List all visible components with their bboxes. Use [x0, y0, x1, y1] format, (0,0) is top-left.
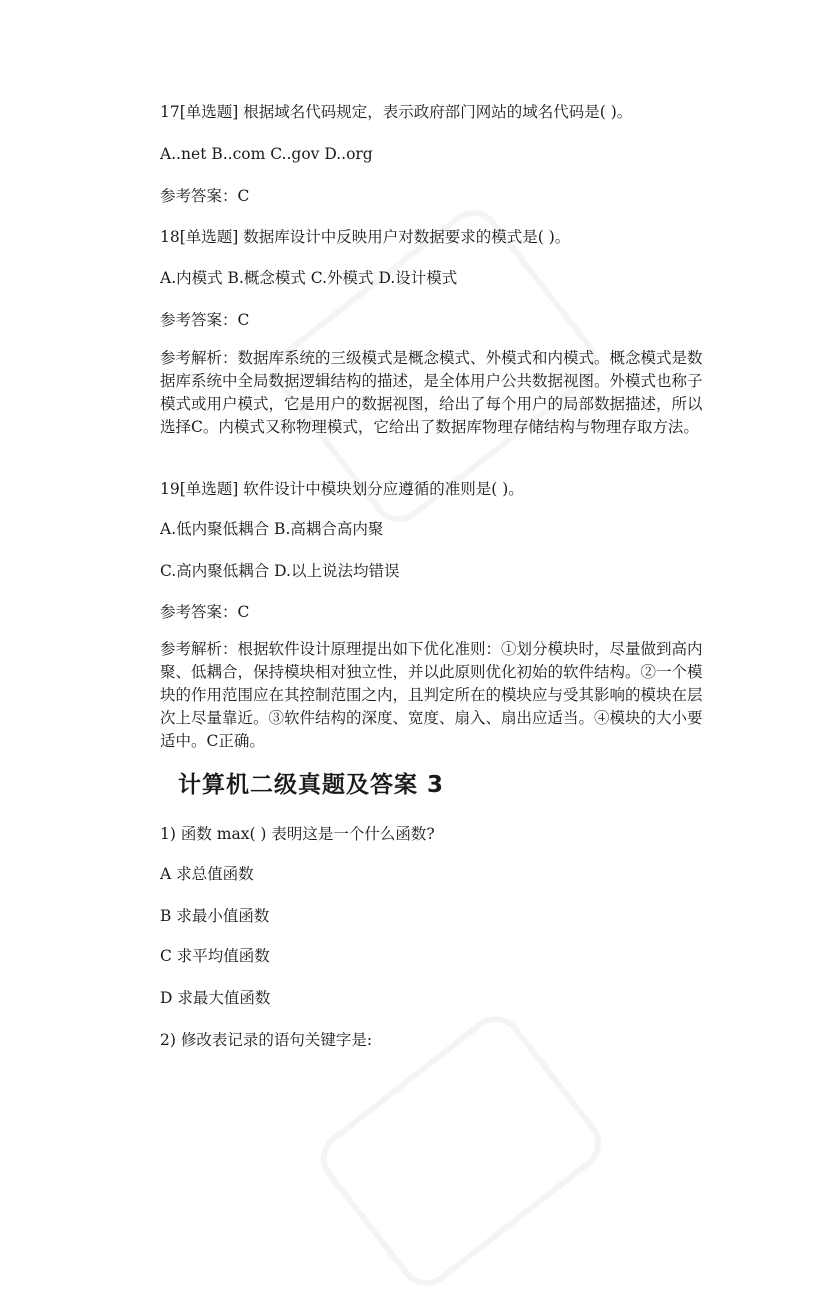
section3-question-1-option-c: C 求平均值函数: [160, 947, 270, 965]
question-17-answer: 参考答案：C: [160, 187, 250, 205]
section-heading: 计算机二级真题及答案 3: [178, 772, 445, 798]
section3-question-1: 1) 函数 max( ) 表明这是一个什么函数?: [160, 825, 435, 843]
section3-question-1-option-b: B 求最小值函数: [160, 907, 270, 925]
question-19-analysis: 参考解析：根据软件设计原理提出如下优化准则：①划分模块时，尽量做到高内聚、低耦合，保持模块相对独立性，并以此原则优化初始的软件结构。②一个模块的作用范围应在其控制范围之内，且判定所在的模块应与受其影响的模块在层次上尽量靠近。③软件结构的深度、宽度、扇入、扇出应适当。④模块的大小要适中。C正确。: [160, 640, 703, 750]
section3-question-1-option-a: A 求总值函数: [160, 865, 254, 883]
question-17-options: A..net B..com C..gov D..org: [160, 145, 373, 163]
question-19: 19[单选题] 软件设计中模块划分应遵循的准则是( )。: [160, 480, 524, 498]
question-18: 18[单选题] 数据库设计中反映用户对数据要求的模式是( )。: [160, 228, 571, 246]
section3-question-1-option-d: D 求最大值函数: [160, 989, 271, 1007]
question-19-options-1: A.低内聚低耦合 B.高耦合高内聚: [160, 520, 384, 538]
question-19-options-2: C.高内聚低耦合 D.以上说法均错误: [160, 562, 400, 580]
question-18-analysis: 参考解析：数据库系统的三级模式是概念模式、外模式和内模式。概念模式是数据库系统中全局数据逻辑结构的描述，是全体用户公共数据视图。外模式也称子模式或用户模式，它是用户的数据视图，给出了每个用户的局部数据描述，所以选择C。内模式又称物理模式，它给出了数据库物理存储结构与物理存取方法。: [160, 349, 703, 436]
section3-question-2: 2) 修改表记录的语句关键字是:: [160, 1031, 373, 1049]
question-18-answer: 参考答案：C: [160, 311, 250, 329]
question-17: 17[单选题] 根据域名代码规定，表示政府部门网站的域名代码是( )。: [160, 103, 633, 121]
question-18-options: A.内模式 B.概念模式 C.外模式 D.设计模式: [160, 269, 458, 287]
question-19-answer: 参考答案：C: [160, 603, 250, 621]
